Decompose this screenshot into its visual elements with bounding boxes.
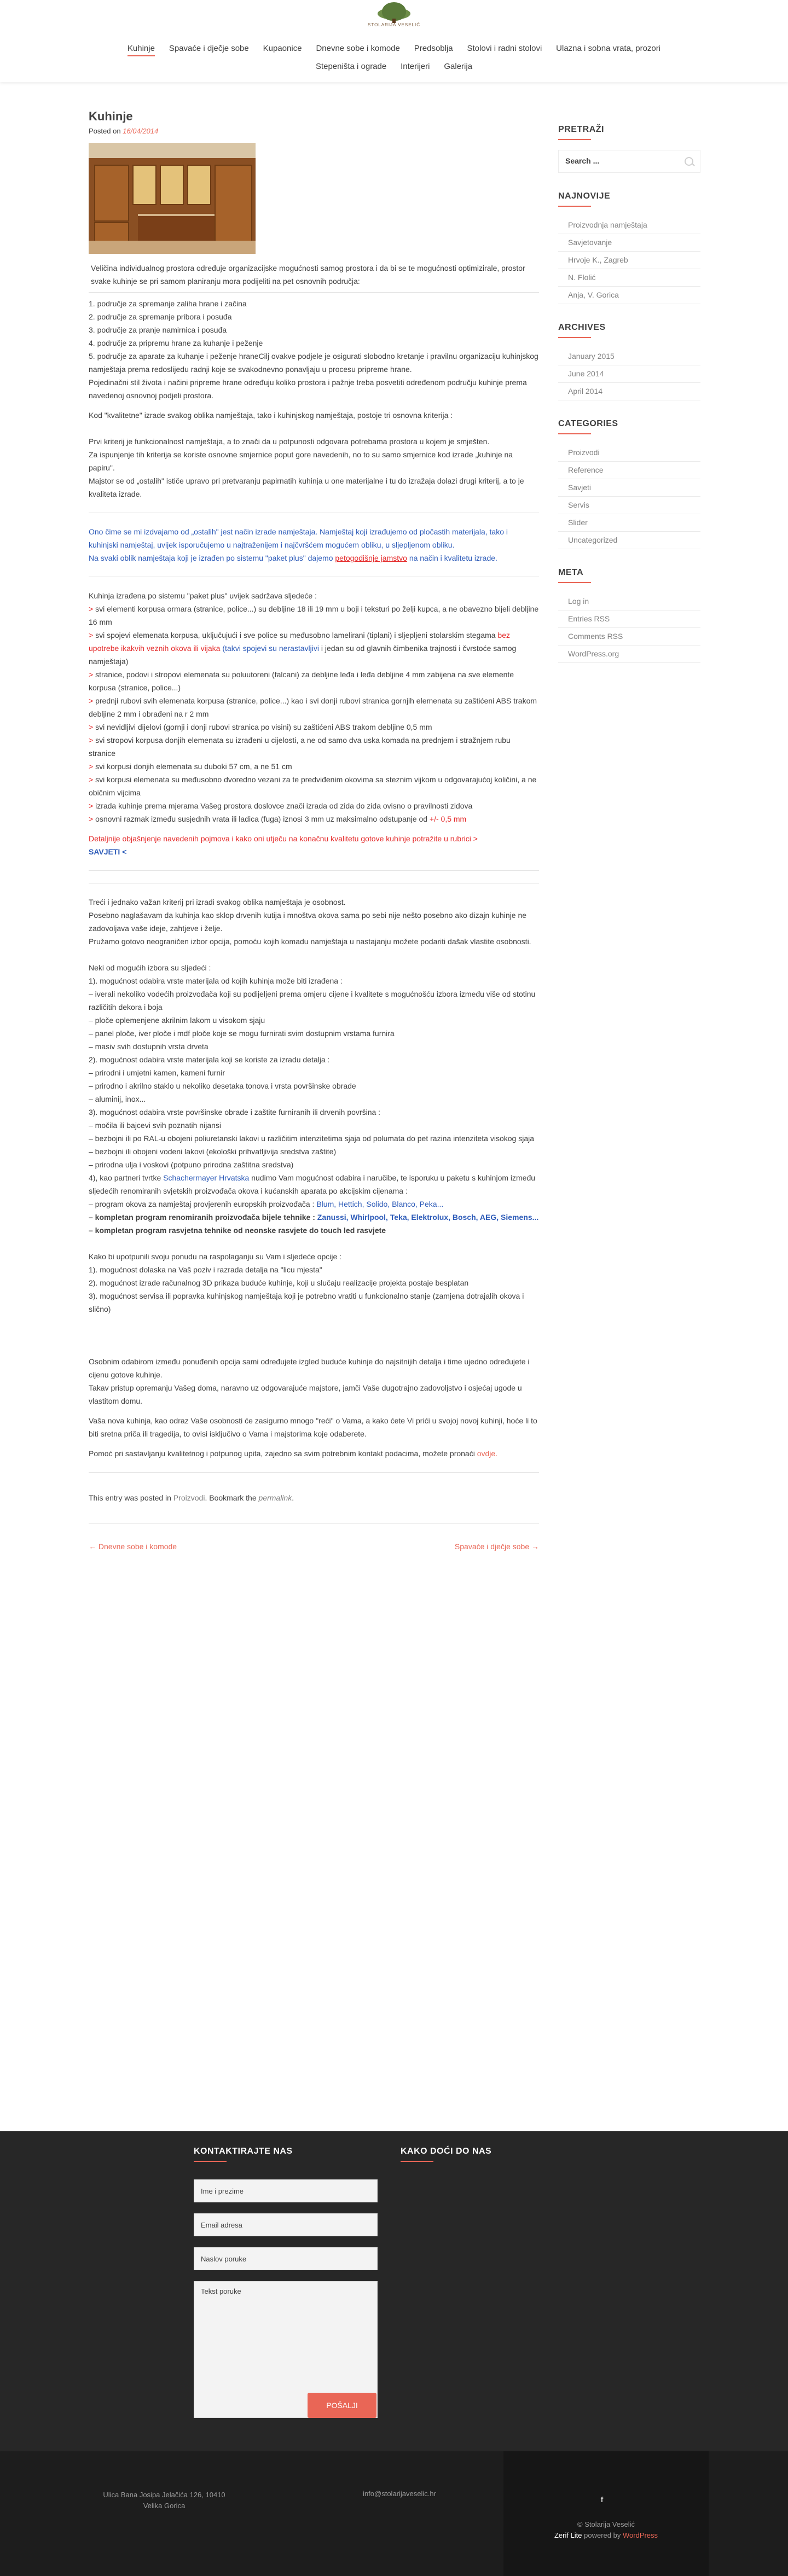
site-logo[interactable] — [366, 2, 422, 27]
meta-link[interactable]: WordPress.org — [558, 646, 700, 663]
help-title: Kako bi upotpunili svoju ponudu na raspolaganju su Vam i sljedeće opcije : — [89, 1252, 342, 1261]
nav-item-kuhinje[interactable]: Kuhinje — [128, 44, 155, 56]
criteria-intro: Kod "kvalitetne" izrade svakog oblika namještaja, tako i kuhinjskog namještaja, postoje tri osnovna kriterija : — [89, 411, 453, 420]
nav-item-kupaonice[interactable]: Kupaonice — [263, 44, 302, 53]
contact-title: KONTAKTIRAJTE NAS — [194, 2147, 293, 2156]
option-item: – panel ploče, iver ploče i mdf ploče koje se mogu furnirati svim dostupnim vrstama furnira — [89, 1029, 395, 1038]
closing-paragraph: Takav pristup opremanju Vašeg doma, naravno uz odgovarajuće majstore, jamči Vaše dugotrajno zadovoljstvo i osjećaj ugode u vlastitom domu. — [89, 1383, 522, 1405]
area-item: 5. područje za aparate za kuhanje i peženje hraneCilj ovakve podjele je osigurati slobodno kretanje i pravilnu organizaciju kuhinjskog namještaja prema redoslijedu radnji koje se svakodnevno ponavljaju u procesu pripreme hrane. — [89, 352, 538, 374]
category-link[interactable]: Uncategorized — [558, 532, 700, 549]
nav-item-stolovi[interactable]: Stolovi i radni stolovi — [467, 44, 542, 53]
contact-paragraph: Pomoć pri sastavljanju kvalitetnog i potpunog upita, zajedno sa svim potrebnim kontakt podacima, možete pronaći ovdje. — [89, 1449, 498, 1458]
paket-item: > stranice, podovi i stropovi elemenata su poluutoreni (falcani) za debljine leđa i leđa debljine 4 mm zabijena na sve elemente korpusa (stranice, police...) — [89, 670, 514, 692]
main-nav — [82, 44, 706, 79]
theme-link[interactable]: Zerif Lite — [554, 2531, 582, 2539]
paket-item: > svi korpusi donjih elemenata su duboki 57 cm, a ne 51 cm — [89, 762, 292, 771]
recent-post-link[interactable]: Anja, V. Gorica — [558, 287, 700, 304]
email-field[interactable] — [194, 2213, 378, 2236]
first-criteria: Za ispunjenje tih kriterija se koriste osnovne smjernice poput gore navedenih, no to su samo smjernice kod izrade „kuhinje na papiru". — [89, 450, 513, 472]
area-item: 1. područje za spremanje zaliha hrane i začina — [89, 299, 247, 308]
paket-item: > svi korpusi elemenata su međusobno dvoredno vezani za te predviđenim okovima sa steznim vijkom u odgovarajućoj količini, a ne običnim vijcima — [89, 775, 537, 797]
send-button[interactable]: POŠALJI — [308, 2393, 376, 2418]
divider — [89, 292, 539, 293]
category-link[interactable]: Slider — [558, 514, 700, 532]
option-item: 3). mogućnost odabira vrste površinske obrade i zaštite furniranih ili drvenih površina : — [89, 1108, 381, 1117]
option-item: – močila ili bajcevi svih poznatih nijansi — [89, 1121, 222, 1130]
area-item: 3. područje za pranje namirnica i posuđa — [89, 325, 227, 334]
third-criteria: Pružamo gotovo neograničen izbor opcija, pomoću kojih komadu namještaja u nastajanju možete podariti dašak vlastite osobnosti. — [89, 937, 531, 946]
entry-footer: This entry was posted in Proizvodi. Bookmark the permalink. — [89, 1493, 294, 1502]
widget-title: META — [558, 568, 584, 577]
kitchen-image — [89, 143, 256, 254]
address-text: Ulica Bana Josipa Jelačića 126, 10410 Velika Gorica — [103, 2491, 225, 2510]
post-content — [89, 261, 539, 1504]
archive-link[interactable]: January 2015 — [558, 348, 700, 365]
closing-paragraph: Vaša nova kuhinja, kao odraz Vaše osobnosti će zasigurno mnogo "reći" o Vama, a kako ćete Vi prići u svojoj novoj kuhinji, hoće li to biti sretna priča ili tragedija, to ovisi isključivo o Vama i majstorima koje odaberete. — [89, 1416, 537, 1438]
option-item-partners: 4), kao partneri tvrtke Schachermayer Hrvatska nudimo Vam mogućnost odabira i naručibe, te isporuku u paketu s kuhinjom između sljedećih renomiranih svjetskih proizvođača okova i kućanskih aparata po akcijskim cijenama : — [89, 1173, 536, 1195]
nav-item-galerija[interactable]: Galerija — [444, 62, 473, 71]
option-item: – bezbojni ili obojeni vodeni lakovi (ekološki prihvatljivija sredstva zaštite) — [89, 1147, 337, 1156]
option-item: – prirodni i umjetni kamen, kameni furnir — [89, 1068, 225, 1077]
wordpress-link[interactable]: WordPress — [622, 2531, 658, 2539]
widget-title: CATEGORIES — [558, 419, 618, 428]
third-criteria: Treći i jednako važan kriterij pri izradi svakog oblika namještaja je osobnost. — [89, 898, 346, 906]
subject-field[interactable] — [194, 2247, 378, 2270]
meta-link[interactable]: Comments RSS — [558, 628, 700, 646]
name-field[interactable] — [194, 2179, 378, 2202]
post-date-link[interactable]: 16/04/2014 — [123, 127, 159, 135]
copyright: © Stolarija Veselić Zerif Lite powered by WordPress — [503, 2519, 709, 2541]
paket-item: > svi spojevi elemenata korpusa, uključujući i sve police su međusobno lamelirani (tiplani) i sljepljeni stolarskim stegama bez upotrebe ikakvih veznih okova ili vijaka (takvi spojevi su nerastavljivi i jedan su od glavnih čimbenika trajnosti i čvrstoće samog namještaja) — [89, 631, 517, 666]
category-link[interactable]: Proizvodi — [173, 1493, 205, 1502]
option-item: – aluminij, inox... — [89, 1095, 146, 1103]
category-link[interactable]: Servis — [558, 497, 700, 514]
option-item: – program okova za namještaj provjerenih europskih proizvođača : Blum, Hettich, Solido, Blanco, Peka... — [89, 1200, 444, 1208]
post-navigation — [89, 1523, 539, 1555]
permalink-link[interactable]: permalink — [258, 1493, 292, 1502]
option-item: – prirodna ulja i voskovi (potpuno prirodna zaštitna sredstva) — [89, 1160, 294, 1169]
meta-widget — [558, 568, 700, 663]
help-item: 3). mogućnost servisa ili popravka kuhinjskog namještaja koji je potrebno vratiti u funkcionalno stanje (zamjena dotrajalih okova i slično) — [89, 1292, 524, 1313]
archives-widget — [558, 323, 700, 400]
paket-item: > svi stropovi korpusa donjih elemenata su izrađeni u cijelosti, a ne od samo dva uska komada na prednjem i stražnjem rubu stranice — [89, 736, 511, 758]
widget-title: ARCHIVES — [558, 323, 606, 332]
nav-item-stepenista[interactable]: Stepeništa i ograde — [315, 62, 387, 71]
logo-text: STOLARIJA VESELIĆ — [368, 22, 420, 27]
category-link[interactable]: Reference — [558, 462, 700, 479]
option-item: – prirodno i akrilno staklo u nekoliko desetaka tonova i vrsta površinske obrade — [89, 1081, 356, 1090]
paket-item: > svi nevidljivi dijelovi (gornji i donji rubovi stranica po visini) su zaštićeni ABS trakom debljine 0,5 mm — [89, 723, 432, 731]
nav-item-vrata[interactable]: Ulazna i sobna vrata, prozori — [556, 44, 661, 53]
help-item: 2). mogućnost izrade računalnog 3D prikaza buduće kuhinje, koji u slučaju realizacije projekta postaje besplatan — [89, 1278, 469, 1287]
directions-title: KAKO DOĆI DO NAS — [401, 2147, 492, 2156]
recent-post-link[interactable]: N. Flolić — [558, 269, 700, 287]
divider — [89, 870, 539, 871]
site-header — [0, 0, 788, 82]
contact-column — [194, 2147, 293, 2162]
options-title: Neki od mogućih izbora su sljedeći : — [89, 963, 211, 972]
areas-note: Pojedinačni stil života i načini pripreme hrane određuju koliko prostora i pažnje treba posvetiti određenom području kuhinje prema navedenoj osnovnoj podjeli prostora. — [89, 378, 527, 400]
categories-widget — [558, 419, 700, 549]
archive-link[interactable]: April 2014 — [558, 383, 700, 400]
option-item: – kompletan program rasvjetna tehnike od neonske rasvjete do touch led rasvjete — [89, 1226, 386, 1235]
recent-post-link[interactable]: Hrvoje K., Zagreb — [558, 252, 700, 269]
search-input[interactable] — [559, 150, 681, 171]
contact-here-link[interactable]: ovdje. — [477, 1449, 498, 1458]
next-post-link[interactable]: Spavaće i dječje sobe → — [454, 1542, 539, 1551]
savjeti-link[interactable]: SAVJETI < — [89, 847, 127, 856]
recent-post-link[interactable]: Savjetovanje — [558, 234, 700, 252]
option-item: – masiv svih dostupnih vrsta drveta — [89, 1042, 208, 1051]
warranty-paragraph: Na svaki oblik namještaja koji je izrađen po sistemu "paket plus" dajemo petogodišnje jamstvo na način i kvalitetu izrade. — [89, 554, 497, 562]
third-criteria: Posebno naglašavam da kuhinja kao sklop drvenih kutija i mnoštva okova sama po sebi nije nešto posebno ako dizajn kuhinje ne zadovoljava vaše ideje, zahtjeve i želje. — [89, 911, 527, 933]
closing-paragraph: Osobnim odabirom između ponuđenih opcija sami određujete izgled buduće kuhinje do najsitnijih detalja i time ujedno određujete i cijenu gotove kuhinje. — [89, 1357, 530, 1379]
category-link[interactable]: Proizvodi — [558, 444, 700, 462]
contact-section — [0, 2131, 788, 2451]
divider — [89, 1472, 539, 1473]
post-title: Kuhinje — [89, 109, 133, 123]
posted-on-label: Posted on — [89, 127, 121, 135]
help-item: 1). mogućnost dolaska na Vaš poziv i razrada detalja na "licu mjesta" — [89, 1265, 322, 1274]
directions-column — [401, 2147, 491, 2162]
paket-item: > osnovni razmak između susjednih vrata ili ladica (fuga) iznosi 3 mm uz maksimalno odstupanje od +/- 0,5 mm — [89, 815, 467, 823]
nav-item-spavace[interactable]: Spavaće i dječje sobe — [169, 44, 249, 53]
schachermayer-link[interactable]: Schachermayer Hrvatska — [163, 1173, 250, 1182]
meta-link[interactable]: Log in — [558, 593, 700, 610]
widget-title: NAJNOVIJE — [558, 191, 611, 201]
facebook-icon[interactable]: f — [600, 2495, 604, 2504]
option-item: – bezbojni ili po RAL-u obojeni poliuretanski lakovi u različitim intenzitetima sjaja od polumata do pet razina intenziteta visokog sjaja — [89, 1134, 534, 1143]
meta-link[interactable]: Entries RSS — [558, 610, 700, 628]
search-box — [558, 150, 700, 173]
email-link[interactable]: info@stolarijaveselic.hr — [363, 2490, 436, 2498]
recent-post-link[interactable]: Proizvodnja namještaja — [558, 217, 700, 234]
nav-item-interijeri[interactable]: Interijeri — [401, 62, 430, 71]
quality-paragraph: Ono čime se mi izdvajamo od „ostalih" jest način izrade namještaja. Namještaj koji izrađujemo od pločastih materijala, tako i kuhinjski namještaj, uvijek isporučujemo u najtraženijem i najčvršćem mogućem obliku, u sljepljenom obliku. — [89, 527, 508, 549]
first-criteria: Prvi kriterij je funkcionalnost namještaja, a to znači da u potpunosti odgovara potrebama prostora u kojem je smješten. — [89, 437, 490, 446]
nav-item-dnevne-sobe[interactable]: Dnevne sobe i komode — [316, 44, 400, 53]
search-widget — [558, 125, 700, 173]
sidebar — [558, 125, 700, 682]
post-meta — [89, 127, 539, 135]
option-item: – ploče oplemenjene akrilnim lakom u visokom sjaju — [89, 1016, 265, 1025]
search-icon[interactable] — [685, 157, 693, 166]
option-item: – iverali nekoliko vodećih proizvođača koji su podijeljeni prema omjeru cijene i kvalitete s mogućnošću izbora između više od stotinu različitih dekora i boja — [89, 990, 536, 1011]
paket-item: > prednji rubovi svih elemenata korpusa (stranice, police...) kao i svi donji rubovi stranica gornjih elemenata su zaštićeni ABS trakom debljine 2 mm i obrađeni na r 2 mm — [89, 696, 537, 718]
prev-post-link[interactable]: ← Dnevne sobe i komode — [89, 1542, 177, 1551]
paket-item: > svi elementi korpusa ormara (stranice, police...) su debljine 18 ili 19 mm u boji i teksturi po želji kupca, a ne obavezno bijeli debljine 16 mm — [89, 604, 539, 626]
paket-note: Detaljnije objašnjenje navedenih pojmova i kako oni utječu na konačnu kvalitetu gotove kuhinje potražite u rubrici > — [89, 834, 478, 843]
option-item: 2). mogućnost odabira vrste materijala koji se koriste za izradu detalja : — [89, 1055, 330, 1064]
archive-link[interactable]: June 2014 — [558, 365, 700, 383]
paket-item: > izrada kuhinje prema mjerama Vašeg prostora doslovce znači izrada od zida do zida ovisno o pravilnosti zidova — [89, 801, 473, 810]
paket-intro: Kuhinja izrađena po sistemu "paket plus" uvijek sadržava sljedeće : — [89, 591, 317, 600]
site-footer — [0, 2451, 788, 2576]
area-item: 4. područje za pripremu hrane za kuhanje i peženje — [89, 339, 263, 347]
copyright-text: © Stolarija Veselić — [577, 2520, 635, 2528]
recent-posts-widget — [558, 191, 700, 304]
warranty-text: petogodišnje jamstvo — [335, 554, 407, 562]
nav-item-predsoblja[interactable]: Predsoblja — [414, 44, 453, 53]
category-link[interactable]: Savjeti — [558, 479, 700, 497]
post-article — [89, 109, 539, 1555]
intro-paragraph: Veličina individualnog prostora određuje organizacijske mogućnosti samog prostora i da bi se te mogućnosti optimizirale, prostor svake kuhinje se pri samom planiranju mora podijeliti na pet osnovnih područja: — [91, 264, 525, 286]
first-criteria: Majstor se od „ostalih" ističe upravo pri pretvaranju papirnatih kuhinja u one materijalne i tu do izražaja dolazi drugi kriterij, a to je kvaliteta izrade. — [89, 476, 524, 498]
option-item: 1). mogućnost odabira vrste materijala od kojih kuhinja može biti izrađena : — [89, 976, 343, 985]
area-item: 2. područje za spremanje pribora i posuđa — [89, 312, 232, 321]
option-item: – kompletan program renomiranih proizvođača bijele tehnike : Zanussi, Whirlpool, Teka, Elektrolux, Bosch, AEG, Siemens... — [89, 1213, 539, 1222]
widget-title: PRETRAŽI — [558, 125, 604, 134]
